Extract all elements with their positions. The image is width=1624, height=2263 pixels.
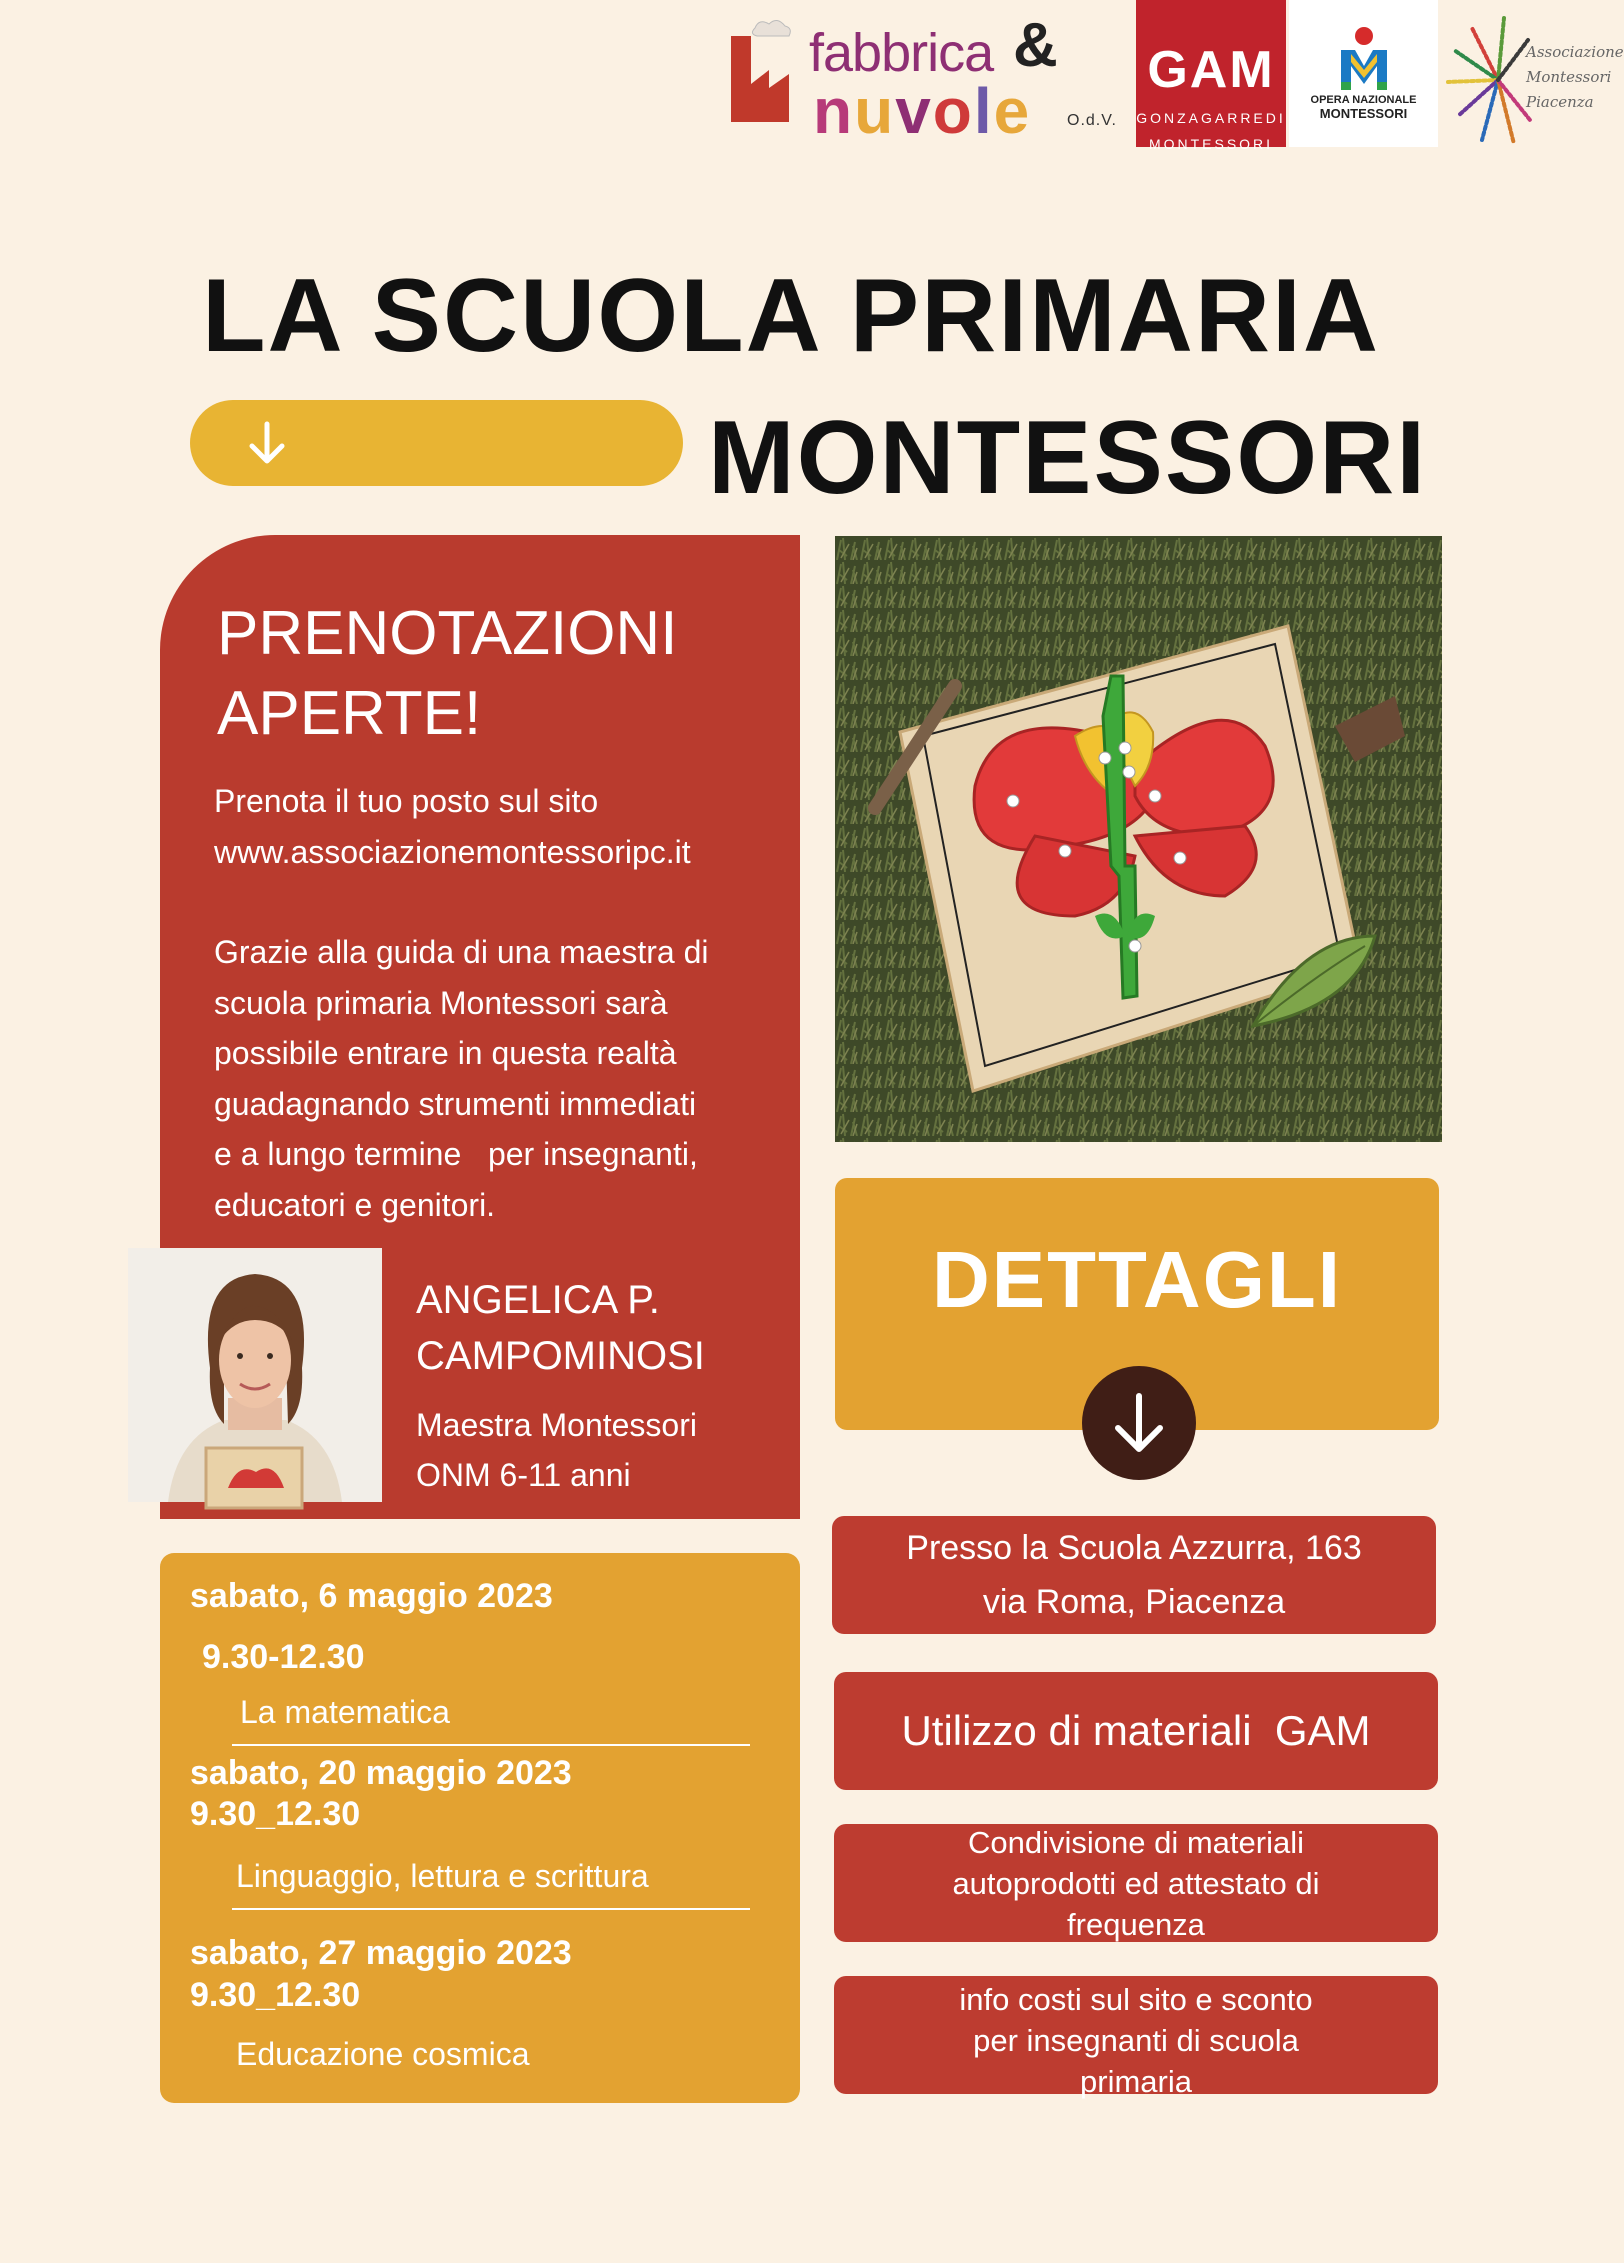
nuvole-letter: n [813, 75, 855, 147]
onm-logo [1289, 0, 1438, 147]
nuvole-text [813, 74, 1031, 148]
gam-title: GAM [1147, 41, 1275, 99]
flower-puzzle-image [835, 536, 1442, 1142]
booking-website-link[interactable]: www.associazionemontessoripc.it [214, 833, 691, 870]
location-line-1: Presso la Scuola Azzurra, 163 [906, 1529, 1362, 1567]
gam-subtitle-2: MONTESSORI [1148, 136, 1274, 152]
ampersand-text: & [1013, 11, 1058, 80]
schedule-date: sabato, 27 maggio 2023 [190, 1934, 572, 1972]
teacher-portrait [128, 1248, 382, 1502]
nuvole-letter: e [993, 75, 1032, 147]
materials-text: Utilizzo di materiali GAM [901, 1707, 1371, 1754]
schedule-divider [232, 1908, 750, 1910]
booking-text-line: scuola primaria Montessori sarà [214, 984, 668, 1021]
booking-heading-line-2: APERTE! [217, 679, 482, 748]
teacher-role [416, 1400, 697, 1500]
page-title-line-2: MONTESSORI [708, 400, 1428, 516]
nuvole-letter: l [973, 75, 994, 147]
onm-text [1289, 94, 1438, 120]
fabbrica-nuvole-logo [725, 8, 1117, 147]
costs-box [834, 1976, 1438, 2099]
flower-puzzle-photo [835, 536, 1442, 1142]
teacher-photo [128, 1248, 382, 1502]
details-arrow-button[interactable] [1082, 1366, 1196, 1480]
schedule-topic: Linguaggio, lettura e scrittura [236, 1858, 649, 1894]
odv-text: O.d.V. [1067, 112, 1117, 129]
booking-heading [217, 594, 677, 754]
onm-line-2: MONTESSORI [1319, 106, 1408, 121]
teacher-name [416, 1272, 705, 1384]
location-line-2: via Roma, Piacenza [982, 1583, 1286, 1621]
teacher-name-line-2: CAMPOMINOSI [416, 1334, 705, 1378]
booking-text-line: educatori e genitori. [214, 1186, 496, 1223]
schedule-topic: La matematica [240, 1694, 450, 1730]
ass-line-2: Montessori [1526, 68, 1612, 86]
schedule-time: 9.30-12.30 [202, 1638, 365, 1676]
schedule-time: 9.30_12.30 [190, 1976, 361, 2014]
booking-text [214, 776, 794, 1230]
costs-line-1: info costi sul sito e sconto [959, 1981, 1313, 2017]
page-title-line-1: LA SCUOLA PRIMARIA [202, 258, 1381, 374]
nuvole-letter: o [932, 75, 974, 147]
bead-chains-icon [1444, 4, 1534, 154]
associazione-montessori-logo [1444, 4, 1624, 154]
schedule-divider [232, 1744, 750, 1746]
teacher-role-line-2: ONM 6-11 anni [416, 1457, 631, 1493]
booking-text-line: guadagnando strumenti immediati [214, 1085, 697, 1122]
costs-line-2: per insegnanti di scuola [973, 2022, 1299, 2058]
materials-box [834, 1672, 1438, 1790]
schedule-topic: Educazione cosmica [236, 2036, 530, 2072]
factory-icon [725, 18, 795, 128]
nuvole-letter: u [854, 75, 896, 147]
booking-heading-line-1: PRENOTAZIONI [217, 599, 678, 668]
gam-logo [1136, 0, 1286, 152]
sharing-line-1: Condivisione di materiali [967, 1824, 1304, 1860]
schedule-time: 9.30_12.30 [190, 1795, 361, 1833]
booking-text-line: possibile entrare in questa realtà [214, 1035, 677, 1071]
ass-line-1: Associazione [1526, 43, 1624, 61]
arrow-down-icon [244, 420, 290, 466]
costs-line-3: primaria [1080, 2063, 1192, 2099]
onm-line-1: OPERA NAZIONALE [1310, 94, 1417, 106]
teacher-role-line-1: Maestra Montessori [416, 1407, 697, 1443]
booking-text-line: e a lungo termine per insegnanti, [214, 1136, 698, 1172]
fabbrica-text: fabbrica [809, 23, 994, 83]
booking-text-line: Prenota il tuo posto sul sito [214, 783, 599, 819]
ass-line-3: Piacenza [1526, 93, 1594, 111]
gam-subtitle-1: GONZAGARREDI [1136, 110, 1286, 126]
associazione-text [1526, 40, 1624, 115]
nuvole-letter: v [895, 75, 933, 147]
sharing-box [834, 1824, 1438, 1942]
schedule-date: sabato, 20 maggio 2023 [190, 1754, 572, 1792]
sharing-line-2: autoprodotti ed attestato di [952, 1865, 1320, 1901]
schedule-date: sabato, 6 maggio 2023 [190, 1577, 553, 1615]
details-label: DETTAGLI [931, 1235, 1343, 1324]
arrow-down-icon [1082, 1366, 1196, 1480]
yellow-arrow-pill [190, 400, 683, 486]
teacher-name-line-1: ANGELICA P. [416, 1278, 660, 1322]
booking-text-line: Grazie alla guida di una maestra di [214, 934, 709, 970]
onm-mark-icon [1337, 26, 1391, 92]
sharing-line-3: frequenza [1067, 1906, 1205, 1942]
